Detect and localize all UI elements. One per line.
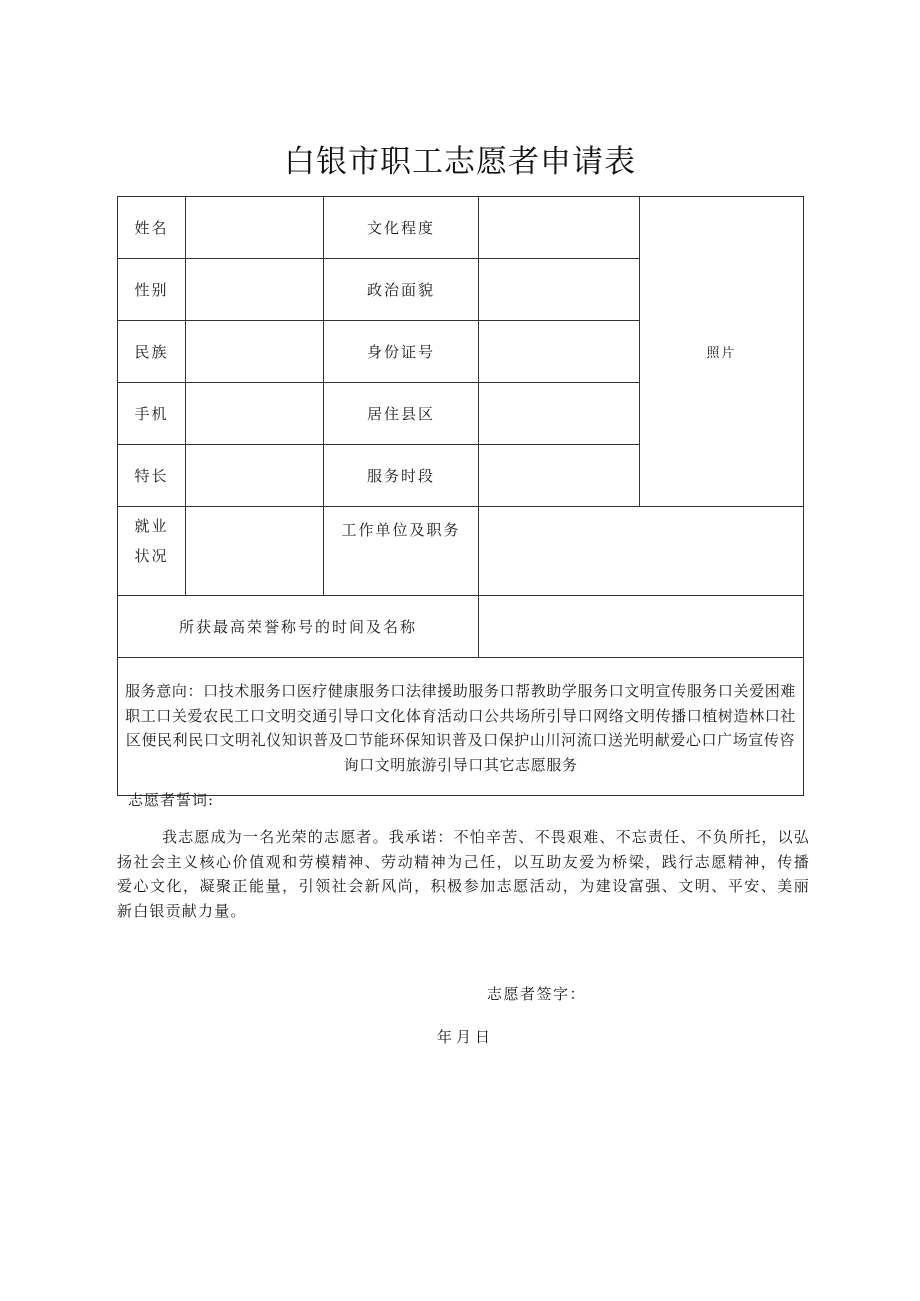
education-field[interactable]: [479, 197, 640, 259]
specialty-field[interactable]: [186, 445, 324, 507]
workplace-label: 工作单位及职务: [324, 507, 479, 596]
oath-body: 我志愿成为一名光荣的志愿者。我承诺：不怕辛苦、不畏艰难、不忘责任、不负所托，以弘扬社会主义核心价值观和劳模精神、劳动精神为己任，以互助友爱为桥梁，践行志愿精神，传播爱心文化，凝聚正能量，引领社会新风尚，积极参加志愿活动，为建设富强、文明、平安、美丽新白银贡献力量。: [117, 828, 811, 920]
employment-label-line1: 就业: [134, 517, 169, 535]
photo-label: 照片: [706, 346, 737, 361]
ethnicity-field[interactable]: [186, 321, 324, 383]
district-field[interactable]: [479, 383, 640, 445]
employment-label: [118, 507, 186, 596]
id-number-field[interactable]: [479, 321, 640, 383]
ethnicity-label: 民族: [118, 321, 186, 383]
gender-field[interactable]: [186, 259, 324, 321]
date-label: 年月日: [437, 1028, 495, 1046]
phone-field[interactable]: [186, 383, 324, 445]
id-number-label: 身份证号: [324, 321, 479, 383]
specialty-label: 特长: [118, 445, 186, 507]
page-title: 白银市职工志愿者申请表: [284, 144, 636, 180]
oath-heading: 志愿者誓词:: [128, 791, 215, 809]
gender-label: 性别: [118, 259, 186, 321]
name-field[interactable]: [186, 197, 324, 259]
service-intent-cell[interactable]: [118, 658, 804, 796]
service-period-field[interactable]: [479, 445, 640, 507]
honor-label: 所获最高荣誉称号的时间及名称: [118, 596, 479, 658]
political-status-label: 政治面貌: [324, 259, 479, 321]
honor-field[interactable]: [479, 596, 804, 658]
employment-field[interactable]: [186, 507, 324, 596]
service-intent-text: 服务意向：口技术服务口医疗健康服务口法律援助服务口帮教助学服务口文明宣传服务口关爱困难职工口关爱农民工口文明交通引导口文化体育活动口公共场所引导口网络文明传播口植树造林口社区便民利民口文明礼仪知识普及☐节能环保知识普及口保护山川河流口送光明献爱心口广场宣传咨询口文明旅游引导口其它志愿服务: [125, 682, 796, 774]
application-form-table: [117, 196, 804, 796]
name-label: 姓名: [118, 197, 186, 259]
political-status-field[interactable]: [479, 259, 640, 321]
signature-label: 志愿者签字：: [487, 985, 587, 1003]
education-label: 文化程度: [324, 197, 479, 259]
phone-label: 手机: [118, 383, 186, 445]
photo-box[interactable]: [640, 197, 804, 507]
workplace-field[interactable]: [479, 507, 804, 596]
employment-label-line2: 状况: [134, 547, 169, 565]
district-label: 居住县区: [324, 383, 479, 445]
service-period-label: 服务时段: [324, 445, 479, 507]
